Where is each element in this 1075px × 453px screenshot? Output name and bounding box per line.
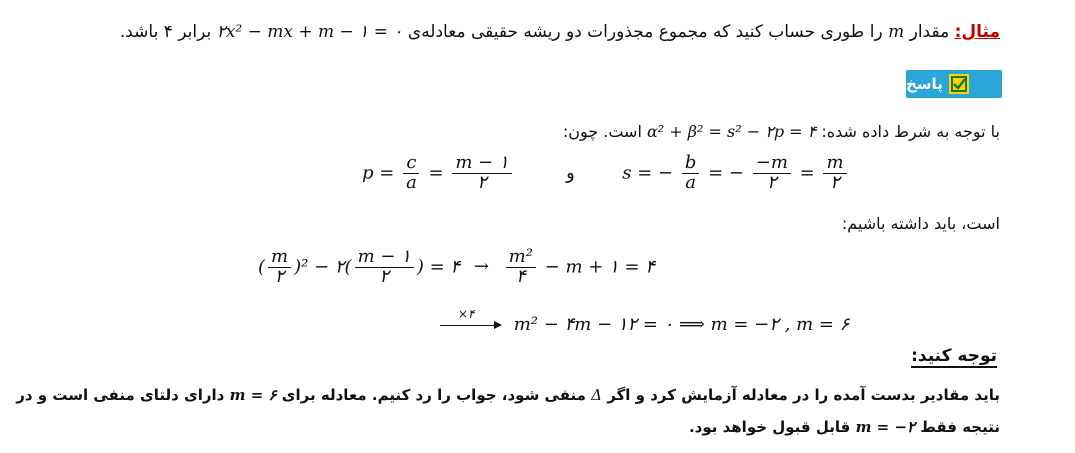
m-equals-neg2: m = −۲ <box>855 418 916 436</box>
m-squared-over-4-fraction <box>506 248 536 287</box>
and-word: و <box>566 162 575 184</box>
step2-line <box>842 214 1000 233</box>
equals-minus: = − <box>708 162 745 184</box>
fraction-denominator: a <box>685 171 696 193</box>
step2-text: است، باید داشته باشیم: <box>841 214 1000 233</box>
m-over-2-fraction <box>823 154 846 193</box>
open-paren: ( <box>258 256 266 278</box>
fraction-denominator: ۲ <box>379 265 390 287</box>
arrow-label: ×۴ <box>458 306 475 321</box>
answer-badge <box>906 70 1002 98</box>
fraction-numerator: m <box>823 154 846 174</box>
note-line1-b: منفی شود، جواب را رد کنیم. معادله برای <box>281 386 586 404</box>
step1-line <box>563 122 1000 141</box>
b-over-a-fraction <box>682 154 700 193</box>
note-heading: توجه کنید: <box>911 346 997 366</box>
minus-m-over-2-fraction <box>753 154 791 193</box>
calc1-rest: − m + ۱ = ۴ <box>544 256 655 278</box>
fraction-denominator: ۴ <box>515 265 526 287</box>
s-lhs: s = − <box>622 162 674 184</box>
close-equals-4: ) = ۴ <box>416 256 461 278</box>
question-text-d: باشد. <box>119 22 159 42</box>
m-minus-1-over-2-fraction <box>452 154 511 193</box>
check-icon <box>949 74 969 94</box>
delta-symbol: Δ <box>591 386 602 404</box>
question-text-a: مقدار <box>909 22 950 42</box>
fraction-numerator: m² <box>506 248 536 268</box>
example-label: مثال: <box>954 22 1000 42</box>
question-text-b: را طوری حساب کنید که مجموع مجذورات دو ریشه حقیقی معادله‌ی <box>407 22 883 42</box>
note-line-2 <box>689 418 1000 436</box>
fraction-numerator: m − ۱ <box>355 248 414 268</box>
c-over-a-fraction <box>403 154 420 193</box>
sp-formulas <box>362 154 850 193</box>
fraction-numerator: m − ۱ <box>452 154 511 174</box>
equals-sign: = <box>799 162 815 184</box>
fraction-denominator: ۲ <box>274 265 285 287</box>
step1-formula: α² + β² = s² − ۲p = ۴ <box>646 122 817 141</box>
note-line1-c: دارای دلتای منفی است و در <box>16 386 225 404</box>
note-line1-a: باید مقادیر بدست آمده را در معادله آزمایش کرد و اگر <box>607 386 1000 404</box>
fraction-denominator: ۲ <box>830 171 840 193</box>
step1-text-a: با توجه به شرط داده شده: <box>821 122 1000 141</box>
answer-label: پاسخ <box>906 75 943 93</box>
m-over-2-fraction <box>268 248 291 287</box>
fraction-numerator: −m <box>753 154 791 174</box>
note-line2-b: قابل قبول خواهد بود. <box>688 418 851 436</box>
equals-sign: = <box>428 162 444 184</box>
multiply-arrow <box>440 306 500 326</box>
m-equals-6: m = ۶ <box>229 386 277 404</box>
note-line2-a: نتیجه فقط <box>920 418 1000 436</box>
question-var-m: m <box>888 22 905 42</box>
fraction-denominator: ۲ <box>766 171 777 193</box>
calc2-row <box>432 306 850 335</box>
step1-text-b: است. چون: <box>562 122 642 141</box>
fraction-numerator: b <box>682 154 700 174</box>
fraction-denominator: a <box>406 171 417 193</box>
calc2-text: m² − ۴m − ۱۲ = ۰ ⟹ m = −۲ , m = ۶ <box>513 314 850 335</box>
fraction-numerator: c <box>403 154 419 174</box>
p-lhs: p = <box>362 162 395 184</box>
fraction-numerator: m <box>268 248 291 268</box>
square-minus-2: )² − ۲( <box>294 256 352 278</box>
question-value: ۴ <box>163 22 173 42</box>
fraction-denominator: ۲ <box>477 171 487 193</box>
note-line-1 <box>16 386 1000 404</box>
calc1-row <box>258 248 655 287</box>
question-line <box>120 22 1000 42</box>
right-arrow: → <box>473 256 489 278</box>
question-equation: ۲x² − mx + m − ۱ = ۰ <box>216 22 403 42</box>
m-minus-1-over-2-fraction <box>355 248 414 287</box>
question-text-c: برابر <box>178 22 212 42</box>
